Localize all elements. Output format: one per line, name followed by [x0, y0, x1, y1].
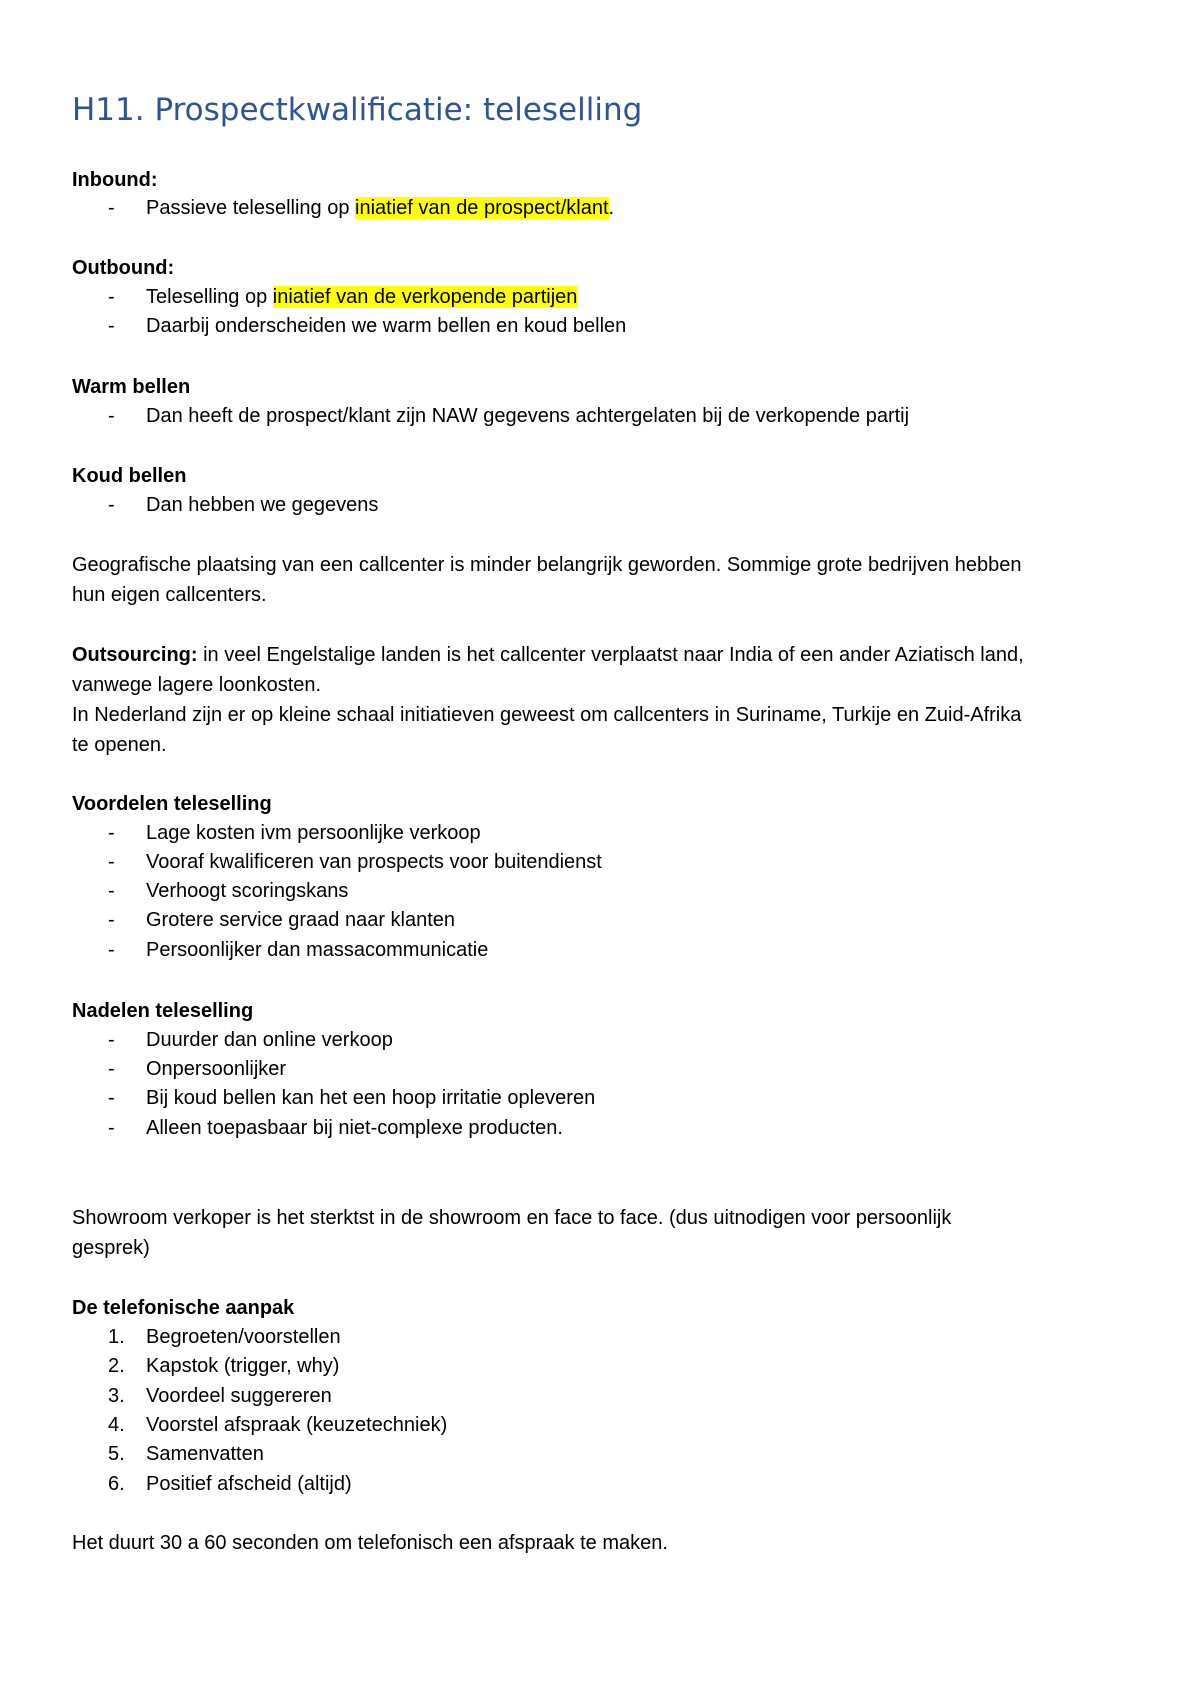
list-item: - Verhoogt scoringskans [108, 876, 348, 906]
list-item: - Vooraf kwalificeren van prospects voor buitendienst [108, 847, 602, 877]
warm-bellen-heading: Warm bellen [72, 376, 191, 398]
list-item: - Grotere service graad naar klanten [108, 905, 455, 935]
koud-bellen-heading: Koud bellen [72, 465, 187, 487]
list-number: 5. [108, 1443, 125, 1465]
list-item: - Bij koud bellen kan het een hoop irritatie opleveren [108, 1083, 595, 1113]
list-item: - Dan heeft de prospect/klant zijn NAW gegevens achtergelaten bij de verkopende partij [108, 401, 909, 431]
geo-paragraph: Geografische plaatsing van een callcenter is minder belangrijk geworden. Sommige grote bedrijven hebben hun eigen callcenters. [72, 554, 1022, 606]
bullet-marker: - [108, 286, 115, 308]
list-number: 3. [108, 1385, 125, 1407]
outsourcing-label: Outsourcing: [72, 644, 198, 666]
bullet-marker: - [108, 1117, 115, 1139]
list-item: - Passieve teleselling op iniatief van de prospect/klant. [108, 193, 614, 223]
inbound-heading: Inbound: [72, 169, 158, 191]
list-item: - Dan hebben we gegevens [108, 490, 378, 520]
numbered-item: 4. Voorstel afspraak (keuzetechniek) [108, 1410, 447, 1440]
bullet-marker: - [108, 909, 115, 931]
numbered-item: 5. Samenvatten [108, 1439, 264, 1469]
bullet-marker: - [108, 197, 115, 219]
showroom-paragraph: Showroom verkoper is het sterktst in de showroom en face to face. (dus uitnodigen voor persoonlijk gesprek) [72, 1207, 952, 1259]
list-item: - Daarbij onderscheiden we warm bellen en koud bellen [108, 311, 626, 341]
bullet-marker: - [108, 1058, 115, 1080]
bullet-marker: - [108, 822, 115, 844]
bullet-marker: - [108, 405, 115, 427]
list-number: 4. [108, 1414, 125, 1436]
list-item: - Alleen toepasbaar bij niet-complexe producten. [108, 1113, 563, 1143]
voordelen-heading: Voordelen teleselling [72, 793, 272, 815]
list-item: - Persoonlijker dan massacommunicatie [108, 935, 488, 965]
numbered-item: 6. Positief afscheid (altijd) [108, 1469, 352, 1499]
list-number: 2. [108, 1355, 125, 1377]
outsourcing-paragraph: Outsourcing: in veel Engelstalige landen is het callcenter verplaatst naar India of een ander Aziatisch land, vanwege lagere loonkosten. In Nederland zijn er op kleine schaal initiatieven geweest om callcenters in Suriname, Turkije en Zuid-Afrika te openen. [72, 644, 1024, 756]
bullet-marker: - [108, 1029, 115, 1051]
bullet-marker: - [108, 851, 115, 873]
bullet-marker: - [108, 880, 115, 902]
highlighted-text: iniatief van de verkopende partijen [272, 286, 578, 308]
bullet-marker: - [108, 315, 115, 337]
list-item: - Duurder dan online verkoop [108, 1025, 393, 1055]
numbered-item: 1. Begroeten/voorstellen [108, 1322, 341, 1352]
list-number: 6. [108, 1473, 125, 1495]
list-item: - Onpersoonlijker [108, 1054, 286, 1084]
numbered-item: 3. Voordeel suggereren [108, 1381, 332, 1411]
outbound-heading: Outbound: [72, 257, 175, 279]
document-title: H11. Prospectkwalificatie: teleselling [72, 92, 643, 128]
list-number: 1. [108, 1326, 125, 1348]
highlighted-text: iniatief van de prospect/klant [355, 197, 609, 219]
numbered-item: 2. Kapstok (trigger, why) [108, 1351, 339, 1381]
aanpak-heading: De telefonische aanpak [72, 1297, 295, 1319]
bullet-marker: - [108, 939, 115, 961]
closing-sentence: Het duurt 30 a 60 seconden om telefonisch een afspraak te maken. [72, 1532, 668, 1554]
bullet-marker: - [108, 494, 115, 516]
list-item: - Lage kosten ivm persoonlijke verkoop [108, 818, 481, 848]
list-item: - Teleselling op iniatief van de verkopende partijen [108, 282, 577, 312]
nadelen-heading: Nadelen teleselling [72, 1000, 254, 1022]
bullet-marker: - [108, 1087, 115, 1109]
